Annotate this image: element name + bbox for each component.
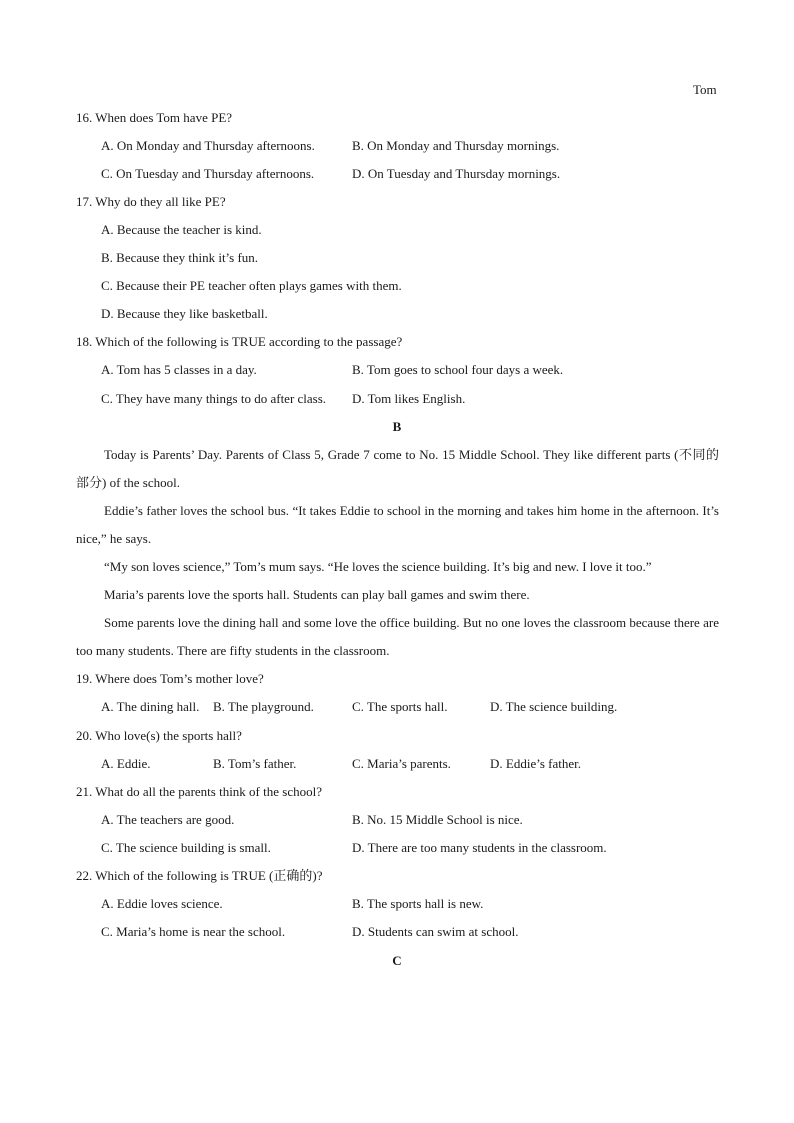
- q16-option-a: A. On Monday and Thursday afternoons.: [101, 138, 315, 153]
- question-19: 19. Where does Tom’s mother love?: [76, 671, 264, 686]
- q21-option-b: B. No. 15 Middle School is nice.: [352, 812, 523, 827]
- question-17: 17. Why do they all like PE?: [76, 194, 226, 209]
- section-heading-b: B: [392, 419, 402, 434]
- q21-option-d: D. There are too many students in the classroom.: [352, 840, 607, 855]
- q22-option-a: A. Eddie loves science.: [101, 896, 223, 911]
- q17-option-d: D. Because they like basketball.: [101, 306, 268, 321]
- q21-option-a: A. The teachers are good.: [101, 812, 235, 827]
- passage-paragraph-1: Today is Parents’ Day. Parents of Class 5, Grade 7 come to No. 15 Middle School. They like different parts (不同的部分) of the school.: [76, 447, 719, 490]
- question-16: 16. When does Tom have PE?: [76, 110, 233, 125]
- passage-paragraph-2: Eddie’s father loves the school bus. “It takes Eddie to school in the morning and takes him home in the afternoon. It’s nice,” he says.: [76, 503, 719, 546]
- q22-option-d: D. Students can swim at school.: [352, 924, 519, 939]
- q16-option-d: D. On Tuesday and Thursday mornings.: [352, 166, 561, 181]
- q20-option-d: D. Eddie’s father.: [490, 756, 581, 771]
- q19-option-d: D. The science building.: [490, 699, 618, 714]
- q16-option-c: C. On Tuesday and Thursday afternoons.: [101, 166, 315, 181]
- top-word: Tom: [693, 82, 717, 97]
- question-22: 22. Which of the following is TRUE (正确的)?: [76, 868, 323, 883]
- q17-option-a: A. Because the teacher is kind.: [101, 222, 262, 237]
- question-18: 18. Which of the following is TRUE according to the passage?: [76, 334, 403, 349]
- q19-option-b: B. The playground.: [213, 699, 314, 714]
- q17-option-c: C. Because their PE teacher often plays games with them.: [101, 278, 402, 293]
- q18-option-c: C. They have many things to do after class.: [101, 391, 327, 406]
- section-heading-c: C: [392, 953, 402, 968]
- q22-option-c: C. Maria’s home is near the school.: [101, 924, 286, 939]
- q20-option-c: C. Maria’s parents.: [352, 756, 451, 771]
- q21-option-c: C. The science building is small.: [101, 840, 271, 855]
- passage-paragraph-5: Some parents love the dining hall and some love the office building. But no one loves the classroom because there are too many students. There are fifty students in the classroom.: [76, 615, 719, 658]
- q20-option-b: B. Tom’s father.: [213, 756, 297, 771]
- passage-paragraph-4: Maria’s parents love the sports hall. Students can play ball games and swim there.: [104, 587, 530, 602]
- question-21: 21. What do all the parents think of the school?: [76, 784, 322, 799]
- q18-option-d: D. Tom likes English.: [352, 391, 466, 406]
- q16-option-b: B. On Monday and Thursday mornings.: [352, 138, 560, 153]
- q17-option-b: B. Because they think it’s fun.: [101, 250, 259, 265]
- q19-option-a: A. The dining hall.: [101, 699, 200, 714]
- q19-option-c: C. The sports hall.: [352, 699, 448, 714]
- q18-option-a: A. Tom has 5 classes in a day.: [101, 362, 257, 377]
- q22-option-b: B. The sports hall is new.: [352, 896, 484, 911]
- passage-paragraph-3: “My son loves science,” Tom’s mum says. “He loves the science building. It’s big and new. I love it too.”: [104, 559, 652, 574]
- q20-option-a: A. Eddie.: [101, 756, 151, 771]
- q18-option-b: B. Tom goes to school four days a week.: [352, 362, 564, 377]
- question-20: 20. Who love(s) the sports hall?: [76, 728, 242, 743]
